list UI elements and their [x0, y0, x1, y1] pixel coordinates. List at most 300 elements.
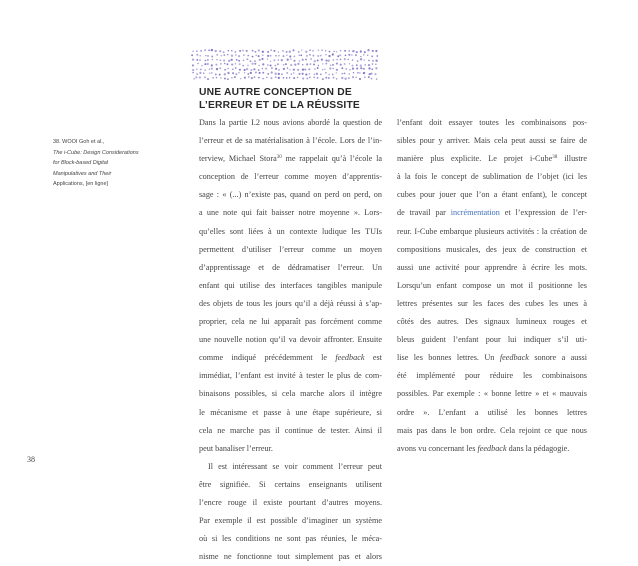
- dot: [372, 50, 374, 52]
- dot: [298, 73, 300, 75]
- dot: [231, 59, 233, 61]
- dot: [220, 77, 222, 79]
- dot: [238, 72, 240, 74]
- text-line: compositions musicales, des jeux de construction et: [397, 244, 587, 254]
- dot: [289, 55, 291, 57]
- dot: [309, 63, 311, 65]
- body-column-left: [199, 114, 382, 566]
- dot: [306, 55, 308, 57]
- dot: [275, 76, 277, 78]
- dot: [242, 50, 244, 52]
- text-line: a une note qui fait baisser notre moyenne ». Lors-: [199, 208, 382, 218]
- text-line: une nouvelle notion qu’il va devoir affronter. Ensuite: [199, 335, 382, 345]
- dot: [211, 68, 213, 70]
- dot: [330, 64, 332, 66]
- dot: [297, 63, 299, 65]
- dot-pattern-decoration: [190, 47, 378, 81]
- dot: [337, 55, 339, 57]
- dot: [192, 59, 194, 61]
- text-line: binaisons possibles, si cela marche alors il intègre: [199, 389, 382, 399]
- dot: [262, 51, 264, 53]
- dot: [223, 51, 225, 53]
- dot: [262, 63, 264, 65]
- text-line: Il est intéressant se voir comment l’erreur peut: [208, 461, 382, 471]
- dot: [255, 72, 257, 74]
- dot: [329, 51, 331, 53]
- dot: [341, 77, 343, 79]
- dot: [322, 69, 323, 70]
- dot: [317, 67, 319, 69]
- dot: [375, 50, 377, 52]
- dot: [289, 69, 291, 71]
- dot: [254, 51, 256, 53]
- dot: [364, 51, 366, 53]
- dot: [322, 78, 324, 80]
- text-line: aussi une activité pour apprendre à écrire les mots.: [397, 262, 587, 272]
- dot: [215, 73, 217, 75]
- italic-term: feedback: [477, 443, 507, 453]
- dot: [310, 58, 312, 60]
- dot: [302, 64, 304, 65]
- dot: [324, 69, 326, 71]
- dot: [325, 63, 327, 65]
- dot: [375, 67, 377, 69]
- text-line: Dans la partie I.2 nous avions abordé la question de: [199, 118, 382, 127]
- dot: [348, 50, 350, 52]
- dot: [209, 72, 211, 74]
- text-line: le mécanisme et passe à une étape supérieure, si: [199, 407, 382, 417]
- dot: [201, 65, 203, 67]
- text-line: qu’elles sont liées à un contexte ludique les TUIs: [199, 226, 382, 236]
- dot: [359, 72, 361, 74]
- text-line: à la fois le concept de sublimation de l’objet (ici les: [397, 172, 587, 182]
- dot: [351, 54, 353, 56]
- dot: [371, 78, 373, 80]
- dot: [251, 63, 253, 65]
- text-line: où si les conditions ne sont pas réunies, le méca-: [199, 534, 382, 544]
- dot: [317, 77, 319, 79]
- page-number: 38: [27, 455, 35, 464]
- dot: [346, 68, 347, 69]
- dot: [266, 77, 268, 79]
- dot: [360, 58, 362, 60]
- dot: [371, 55, 373, 57]
- dot: [306, 63, 308, 65]
- dot: [363, 54, 365, 56]
- dot: [192, 69, 194, 71]
- text-line: lise les bonnes lettres. Un feedback sonore a aussi: [397, 353, 587, 363]
- dot: [220, 59, 221, 60]
- dot: [283, 55, 285, 57]
- dot: [247, 65, 249, 67]
- heading-line-2: L’ERREUR ET DE LA RÉUSSITE: [199, 100, 361, 111]
- dot: [320, 73, 322, 75]
- dot: [344, 78, 346, 80]
- text-line: cubes pour jouer que l’on a étant enfant), le concept: [397, 190, 587, 200]
- dot: [244, 69, 246, 71]
- dot: [297, 69, 299, 71]
- dot: [348, 54, 350, 56]
- dot: [270, 64, 272, 66]
- dot: [336, 69, 338, 71]
- dot: [353, 72, 354, 73]
- dot: [328, 74, 330, 76]
- dot: [328, 77, 330, 79]
- dot: [231, 77, 233, 79]
- dot: [267, 64, 269, 66]
- dot: [238, 55, 240, 57]
- text-line: enfant qui utilise des interfaces tangibles manipule: [199, 280, 382, 290]
- dot: [352, 65, 354, 67]
- dot: [282, 50, 283, 51]
- dot: [196, 73, 198, 75]
- dot: [258, 49, 260, 51]
- dot: [300, 54, 302, 56]
- dot: [227, 68, 229, 70]
- dot: [278, 69, 280, 71]
- dot: [302, 59, 304, 61]
- dot: [286, 51, 288, 53]
- dot: [314, 74, 316, 76]
- dot: [220, 63, 222, 65]
- dot: [227, 72, 229, 74]
- dot: [283, 64, 285, 66]
- dot: [325, 77, 327, 79]
- dot: [261, 58, 263, 60]
- dot: [216, 59, 217, 60]
- dot: [271, 67, 273, 69]
- dot: [281, 59, 283, 61]
- dot: [352, 59, 353, 60]
- italic-term: feedback: [499, 353, 529, 363]
- dot: [349, 69, 351, 71]
- dot: [293, 55, 295, 57]
- dot: [267, 55, 269, 57]
- dot: [328, 55, 330, 57]
- dot: [368, 60, 370, 62]
- dot: [364, 76, 366, 78]
- dot: [270, 77, 272, 79]
- dot: [267, 58, 268, 59]
- dot: [318, 65, 319, 66]
- dot: [332, 73, 334, 75]
- dot: [301, 49, 302, 50]
- dot: [248, 76, 250, 78]
- italic-term: feedback: [335, 353, 365, 363]
- dot: [239, 50, 241, 52]
- dot: [356, 64, 358, 66]
- dot: [339, 54, 341, 56]
- dot: [209, 69, 210, 70]
- dot: [207, 55, 209, 57]
- dot: [360, 65, 362, 67]
- dot: [359, 78, 361, 80]
- dot: [235, 54, 237, 56]
- dot: [286, 72, 288, 74]
- dot: [294, 60, 296, 62]
- dot: [325, 50, 326, 51]
- dot: [336, 63, 338, 65]
- dot: [235, 63, 237, 65]
- dot: [278, 59, 280, 61]
- dot: [249, 60, 251, 62]
- dot: [360, 67, 362, 69]
- dot: [195, 76, 197, 78]
- dot: [212, 77, 214, 79]
- dot: [329, 67, 331, 69]
- dot: [271, 71, 273, 73]
- dot: [215, 50, 217, 52]
- text-line: permettent d’utiliser l’erreur comme un moyen: [199, 244, 382, 254]
- dot: [333, 59, 335, 61]
- dot: [262, 78, 264, 80]
- dot: [286, 77, 288, 79]
- dot: [239, 63, 241, 65]
- dot: [308, 68, 310, 70]
- dot: [320, 55, 322, 57]
- dot: [211, 72, 213, 74]
- dot: [332, 64, 334, 66]
- dot: [293, 72, 295, 74]
- dot: [309, 76, 311, 78]
- dot: [270, 60, 271, 61]
- dot: [236, 59, 238, 61]
- dot: [332, 68, 333, 69]
- dot: [278, 55, 280, 57]
- dot: [240, 78, 241, 79]
- text-line: Par exemple il est possible d’imaginer un système: [199, 516, 382, 526]
- dot: [352, 67, 354, 69]
- dot: [234, 76, 236, 78]
- dot: [270, 55, 272, 57]
- dot: [252, 50, 254, 52]
- dot: [192, 64, 194, 66]
- dot: [347, 59, 349, 61]
- text-line: immédiat, l’enfant est invité à tester le plus de com-: [199, 371, 382, 381]
- dot: [258, 69, 260, 71]
- dot: [254, 60, 256, 62]
- dot: [224, 73, 226, 75]
- dot: [363, 68, 365, 70]
- dot: [289, 51, 291, 53]
- dot: [355, 76, 357, 78]
- dot: [273, 59, 275, 61]
- text-line: côtés des autres. Des signaux lumineux rouges et: [397, 317, 587, 327]
- dot: [199, 59, 201, 61]
- dot: [375, 64, 377, 66]
- dot: [234, 51, 236, 53]
- dot: [349, 63, 350, 64]
- dot: [199, 55, 201, 57]
- dot: [281, 73, 283, 75]
- dot: [196, 50, 197, 51]
- dot: [199, 72, 201, 74]
- dot: [356, 67, 358, 69]
- dot: [250, 72, 252, 74]
- dot: [313, 76, 315, 78]
- dot: [219, 67, 221, 69]
- dot: [221, 55, 222, 56]
- text-line: ordre ». L’enfant a utilisé les bonnes lettres: [397, 407, 587, 417]
- dot: [321, 49, 323, 51]
- dot: [287, 59, 289, 61]
- dot: [231, 55, 233, 57]
- dot: [355, 54, 357, 56]
- text-line: l’erreur et de sa matérialisation à l’école. Lors de l’in-: [199, 136, 382, 146]
- dot: [247, 73, 249, 75]
- dot: [200, 50, 202, 52]
- dot: [344, 63, 346, 65]
- dot: [304, 69, 306, 71]
- dot: [376, 78, 378, 80]
- dot: [244, 72, 246, 74]
- dot: [258, 55, 260, 57]
- dot: [336, 78, 338, 80]
- dot: [290, 58, 292, 60]
- dot: [314, 68, 316, 70]
- dot: [368, 64, 370, 66]
- footnote: [53, 137, 163, 190]
- dot: [372, 60, 374, 62]
- dot: [204, 63, 206, 65]
- dot: [275, 73, 277, 75]
- text-line: Lorsqu’un enfant compose un mot il positionne les: [397, 280, 587, 290]
- dot: [199, 76, 201, 78]
- dot: [316, 73, 318, 75]
- incrementation-link[interactable]: incrémentation: [450, 208, 500, 218]
- dot: [317, 60, 319, 62]
- dot: [367, 49, 369, 51]
- dot: [227, 78, 229, 80]
- dot: [363, 59, 364, 60]
- text-line: comme indiqué précédemment le feedback est: [199, 353, 382, 363]
- dot: [309, 73, 311, 75]
- dot: [375, 60, 377, 62]
- dot: [211, 49, 213, 51]
- dot: [344, 73, 346, 75]
- text-line: proprier, cela ne lui apparaît pas forcément comme: [199, 317, 382, 327]
- dot: [205, 55, 206, 56]
- dot: [341, 67, 343, 69]
- dot: [336, 72, 337, 73]
- dot: [314, 60, 316, 62]
- dot: [196, 59, 198, 61]
- text-line: peut banaliser l’erreur.: [199, 443, 273, 453]
- dot: [305, 51, 307, 53]
- dot: [275, 55, 277, 57]
- dot: [376, 55, 378, 57]
- text-line: être signifiée. Si certains enseignants utilisent: [199, 479, 382, 489]
- dot: [342, 73, 344, 75]
- dot: [208, 49, 210, 51]
- dot: [253, 68, 255, 70]
- dot: [224, 77, 226, 79]
- dot: [216, 54, 218, 56]
- dot: [204, 49, 206, 51]
- dot: [290, 64, 292, 66]
- dot: [270, 49, 272, 51]
- dot: [224, 63, 226, 65]
- text-line: sibles pour y arriver. Mais cela peut aussi se faire de: [397, 136, 587, 146]
- dot: [262, 68, 264, 70]
- dot: [265, 68, 267, 70]
- dot: [289, 77, 291, 79]
- footnote-ref: 38: [552, 155, 558, 161]
- dot: [283, 77, 285, 79]
- dot: [200, 68, 202, 70]
- dot: [298, 54, 300, 56]
- text-line: de travail par incrémentation et l’expression de l’er-: [397, 208, 587, 218]
- dot: [204, 69, 205, 70]
- body-column-right: [397, 114, 587, 458]
- footnote-line: Manipulatives and Their: [53, 170, 112, 177]
- dot: [352, 76, 354, 78]
- dot: [275, 68, 277, 70]
- text-line: l’encre rouge il existe pourtant d’autres moyens.: [199, 497, 382, 507]
- dot: [243, 54, 245, 56]
- dot: [352, 50, 354, 52]
- dot: [283, 68, 285, 70]
- dot: [216, 68, 218, 70]
- dot: [322, 63, 324, 65]
- dot: [262, 54, 264, 56]
- text-line: terview, Michael Stora$^{30}$ me rappelait qu’à l’école la: [199, 154, 382, 164]
- dot: [302, 68, 304, 70]
- dot: [251, 77, 253, 79]
- dot: [211, 64, 213, 66]
- dot: [235, 73, 237, 75]
- dot: [309, 49, 311, 51]
- dot: [207, 78, 209, 80]
- text-line: cela ne marche pas il continue de tester. Ainsi il: [199, 425, 382, 435]
- dot: [239, 69, 241, 71]
- dot: [232, 72, 234, 74]
- footnote-line: Applications, [en ligne]: [53, 181, 109, 188]
- dot: [340, 59, 342, 61]
- dot: [301, 73, 303, 75]
- dot: [374, 73, 376, 75]
- dot: [211, 56, 213, 58]
- dot: [364, 64, 365, 65]
- dot: [363, 72, 365, 74]
- dot: [291, 73, 292, 74]
- dot: [219, 74, 221, 76]
- dot: [293, 77, 295, 79]
- text-line: conception de l’erreur comme moyen d’apprentis-: [199, 172, 382, 182]
- dot: [226, 63, 228, 65]
- dot: [340, 50, 341, 51]
- dot: [305, 74, 307, 76]
- text-line: nisme ne fonctionne tout simplement pas et alors: [199, 552, 382, 562]
- dot: [254, 76, 256, 78]
- dot: [305, 59, 307, 61]
- dot: [262, 72, 264, 74]
- dot: [367, 54, 369, 56]
- dot: [278, 73, 280, 75]
- dot: [344, 58, 346, 60]
- dot: [325, 54, 326, 55]
- dot: [193, 78, 194, 79]
- dot: [302, 77, 304, 79]
- dot: [336, 51, 337, 52]
- text-line: lettres présentes sur les faces des cubes les unes à: [397, 298, 587, 308]
- dot: [258, 77, 260, 79]
- dot: [306, 77, 308, 79]
- dot: [368, 76, 370, 78]
- dot: [294, 64, 296, 66]
- dot: [242, 65, 244, 67]
- dot: [298, 51, 300, 53]
